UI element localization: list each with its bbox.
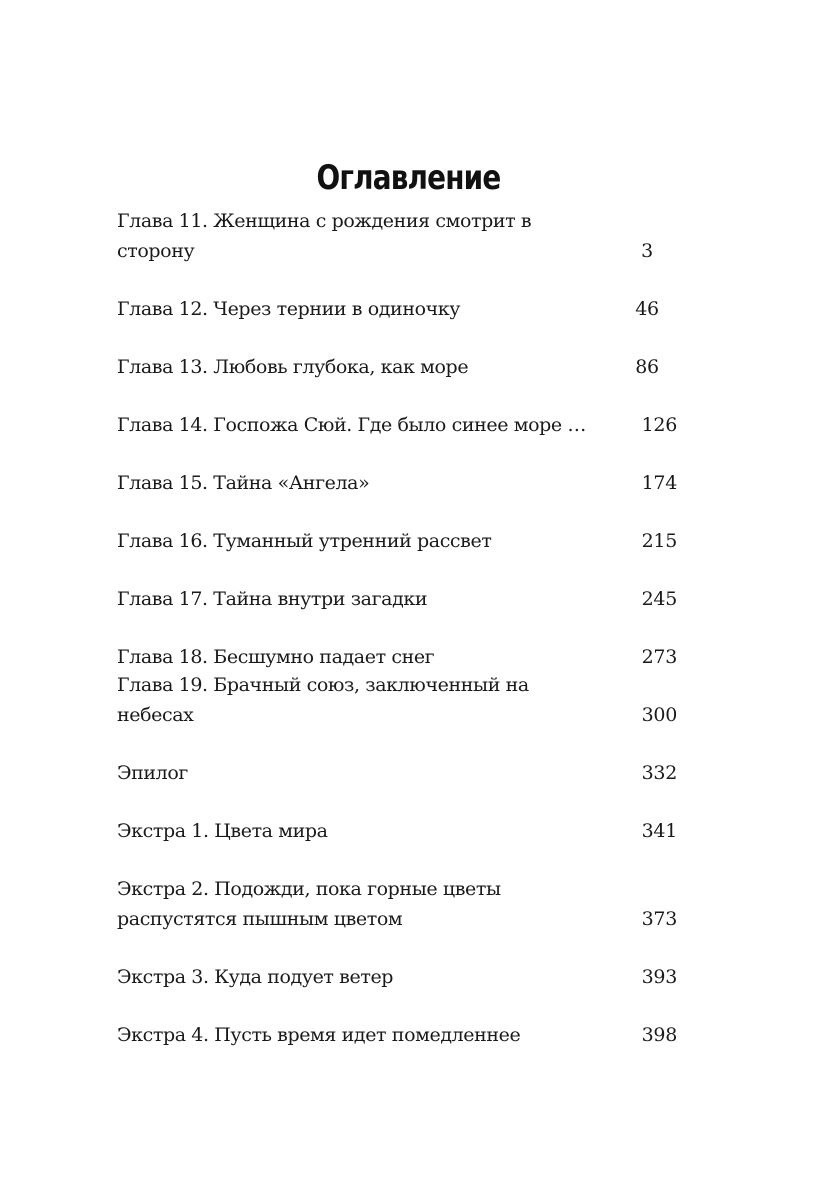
toc-entry-title: Глава 17. Тайна внутри загадки (117, 588, 428, 610)
toc-entry (117, 642, 677, 672)
toc-entry-page: 46 (635, 298, 659, 320)
toc-entry-title: Экстра 3. Куда подует ветер (117, 966, 394, 988)
toc-entry-page: 273 (641, 646, 677, 668)
toc-entry (117, 758, 677, 788)
toc-entry-title: Экстра 4. Пусть время идет помедленнее (117, 1024, 521, 1046)
toc-entry (117, 874, 677, 934)
toc-entry (117, 526, 677, 556)
toc-entry (117, 674, 677, 730)
toc-entry (117, 468, 677, 498)
toc-entry-page: 126 (641, 414, 677, 436)
toc-entry-title: Глава 15. Тайна «Ангела» (117, 472, 370, 494)
toc-entry (117, 584, 677, 614)
toc-entry-title: Экстра 2. Подожди, пока горные цветы распустятся пышным цветом (117, 878, 501, 930)
toc-entry-title: Глава 12. Через тернии в одиночку (117, 298, 461, 320)
toc-entry-title: Глава 13. Любовь глубока, как море (117, 356, 469, 378)
toc-entry-page: 300 (641, 704, 677, 726)
toc-entry-title: Экстра 1. Цвета мира (117, 820, 328, 842)
toc-entry-title: Эпилог (117, 762, 188, 784)
toc-entry (117, 210, 677, 266)
toc-entry-title: Глава 18. Бесшумно падает снег (117, 646, 435, 668)
toc-entry-page: 341 (641, 820, 677, 842)
toc-entry-page: 332 (641, 762, 677, 784)
page-title: Оглавление (316, 158, 501, 198)
toc-entry-page: 174 (641, 472, 677, 494)
toc-entry-page: 393 (641, 966, 677, 988)
toc-entry-page: 3 (641, 240, 653, 262)
table-of-contents (117, 210, 677, 1078)
toc-entry-page: 215 (641, 530, 677, 552)
toc-entry (117, 816, 677, 846)
toc-entry-page: 86 (635, 356, 659, 378)
toc-entry-title: Глава 11. Женщина с рождения смотрит в сторону (117, 210, 532, 262)
toc-entry-page: 245 (641, 588, 677, 610)
toc-entry (117, 962, 677, 992)
toc-entry (117, 294, 677, 324)
toc-entry (117, 352, 677, 382)
toc-entry-title: Глава 14. Госпожа Сюй. Где было синее море … (117, 414, 586, 436)
toc-entry-title: Глава 16. Туманный утренний рассвет (117, 530, 492, 552)
toc-entry (117, 410, 677, 440)
toc-entry (117, 1020, 677, 1050)
toc-entry-page: 373 (641, 908, 677, 930)
toc-entry-page: 398 (641, 1024, 677, 1046)
toc-entry-title: Глава 19. Брачный союз, заключенный на небесах (117, 674, 529, 726)
